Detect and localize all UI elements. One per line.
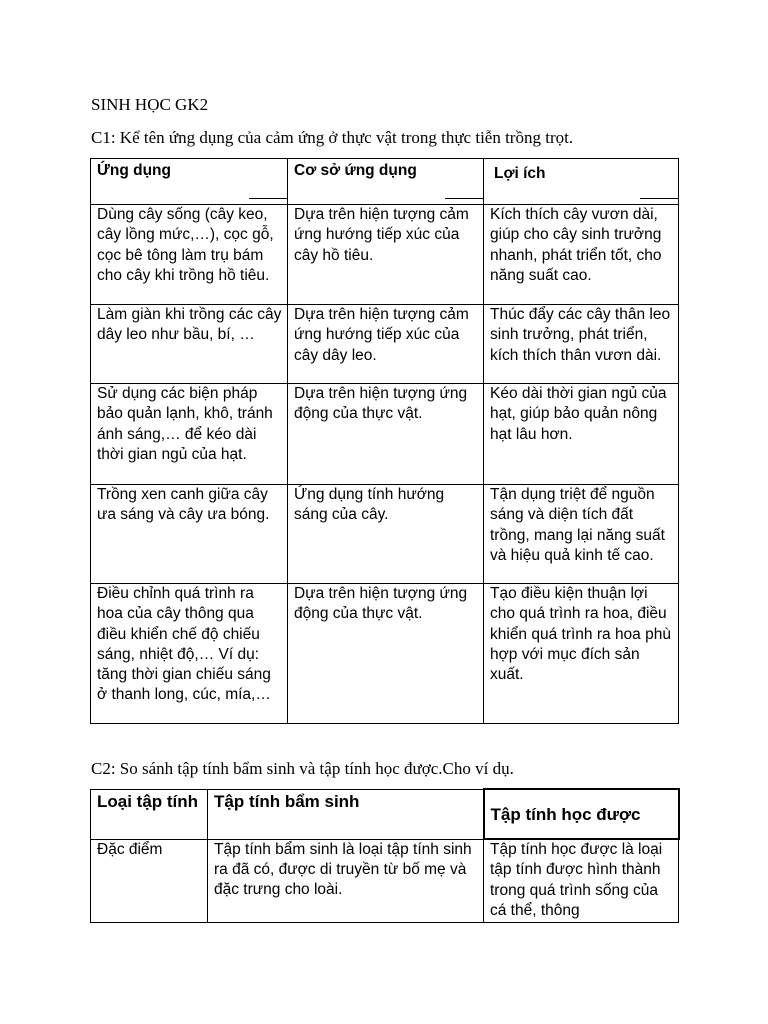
table-row [91,584,679,724]
table-row [91,384,679,485]
cell-text: Đặc điểm [97,840,163,858]
table-header-row [91,159,679,205]
table-cell: Dựa trên hiện tượng ứng động của thực vật. [288,584,484,724]
table-cell: Dùng cây sống (cây keo, cây lồng mức,…), cọc gỗ, cọc bê tông làm trụ bám cho cây khi trồng hồ tiêu. [91,205,288,305]
table-row [91,839,679,923]
table-cell: Dựa trên hiện tượng cảm ứng hướng tiếp xúc của cây hồ tiêu. [288,205,484,305]
table-cell: Điều chỉnh quá trình ra hoa của cây thông qua điều khiển chế độ chiếu sáng, nhiệt độ,… Ví dụ: tăng thời gian chiếu sáng ở thanh long, cúc, mía,… [91,584,288,724]
table-cell: Tạo điều kiện thuận lợi cho quá trình ra hoa, điều khiển quá trình ra hoa phù hợp với mục đích sản xuất. [484,584,679,724]
header-innate-behavior: Tập tính bẩm sinh [208,789,484,839]
table-cell: Dựa trên hiện tượng ứng động của thực vật. [288,384,484,485]
page-title: SINH HỌC GK2 [91,95,209,114]
table-cell: Sử dụng các biện pháp bảo quản lạnh, khô, tránh ánh sáng,… để kéo dài thời gian ngủ của hạt. [91,384,288,485]
table-cell: Thúc đẩy các cây thân leo sinh trưởng, phát triển, kích thích thân vươn dài. [484,305,679,384]
table-cell: Trồng xen canh giữa cây ưa sáng và cây ưa bóng. [91,485,288,584]
header-application: Ứng dụng [91,159,288,205]
table-cell: Kéo dài thời gian ngủ của hạt, giúp bảo quản nông hạt lâu hơn. [484,384,679,485]
header-benefit: Lợi ích [484,159,679,205]
table-row [91,305,679,384]
header-behavior-type: Loại tập tính [91,789,208,839]
question-1: C1: Kể tên ứng dụng của cảm ứng ở thực vật trong thực tiễn trồng trọt. [91,128,574,147]
header-learned-behavior: Tập tính học được [484,789,679,839]
cell-text: Tập tính học được là loại tập tính được hình thành trong quá trình sống của cá thể, thông [490,841,663,919]
table-cell: Kích thích cây vươn dài, giúp cho cây sinh trưởng nhanh, phát triển tốt, cho năng suất cao. [484,205,679,305]
cell-text: Tập tính bẩm sinh là loại tập tính sinh ra đã có, được di truyền từ bố mẹ và đặc trưng cho loài. [214,840,472,899]
table-row [91,485,679,584]
header-basis: Cơ sở ứng dụng [288,159,484,205]
table-header-row [91,789,679,839]
table-cell [91,839,208,923]
table-row [91,205,679,305]
table-cell: Tận dụng triệt để nguồn sáng và diện tích đất trồng, mang lại năng suất và hiệu quả kinh tế cao. [484,485,679,584]
table-cell: Dựa trên hiện tượng cảm ứng hướng tiếp xúc của cây dây leo. [288,305,484,384]
behavior-comparison-table [90,788,680,923]
table-cell: Làm giàn khi trồng các cây dây leo như bầu, bí, … [91,305,288,384]
question-2: C2: So sánh tập tính bẩm sinh và tập tính học được.Cho ví dụ. [91,759,514,778]
applications-table [90,158,679,724]
table-cell: Ứng dụng tính hướng sáng của cây. [288,485,484,584]
table-cell [484,839,679,923]
table-cell [208,839,484,923]
